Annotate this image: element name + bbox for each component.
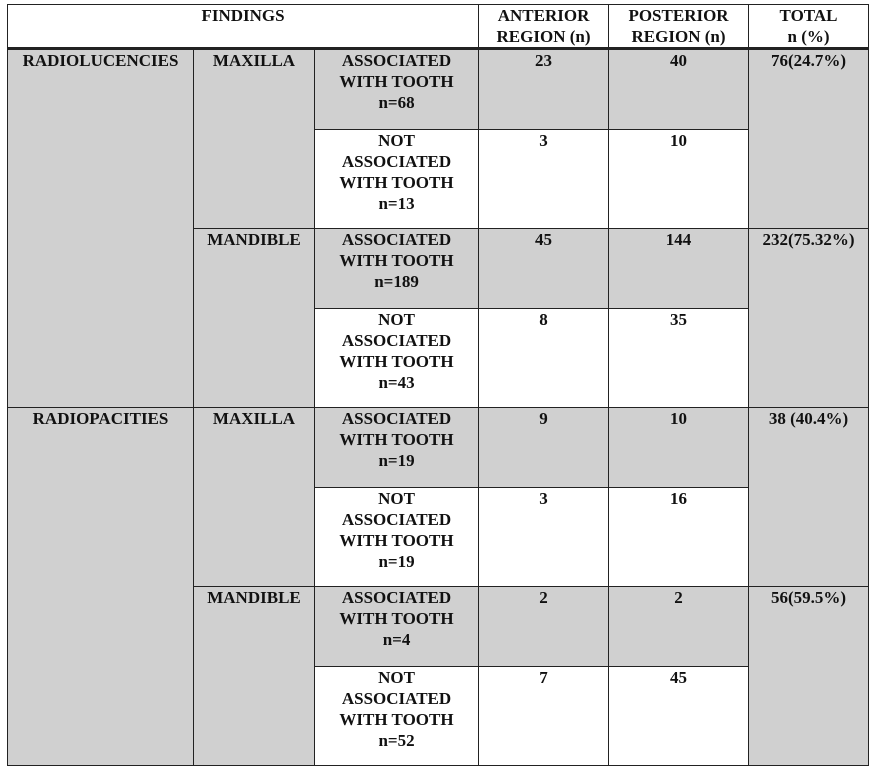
posterior-count-cell: 144: [609, 229, 749, 309]
association-label-line: WITH TOOTH: [339, 609, 454, 628]
association-label-line: ASSOCIATED: [341, 588, 452, 607]
posterior-count-cell: 40: [609, 49, 749, 130]
finding-cell: RADIOPACITIES: [8, 408, 194, 766]
posterior-count-cell: 10: [609, 130, 749, 229]
association-label-line: WITH TOOTH: [339, 352, 454, 371]
association-label-cell: [315, 667, 479, 766]
association-label-line: n=19: [378, 451, 415, 470]
association-label-line: n=52: [378, 731, 415, 750]
header-posterior-line-2: REGION (n): [631, 27, 726, 46]
association-label-line: ASSOCIATED: [341, 152, 452, 171]
association-label-line: WITH TOOTH: [339, 251, 454, 270]
total-cell: 56(59.5%): [749, 587, 869, 766]
header-total-line-1: TOTAL: [779, 6, 838, 25]
association-label-line: NOT: [378, 131, 415, 150]
header-anterior: [479, 5, 609, 49]
association-label-cell: [315, 488, 479, 587]
association-label-line: WITH TOOTH: [339, 430, 454, 449]
association-label-line: WITH TOOTH: [339, 710, 454, 729]
header-total-line-2: n (%): [787, 27, 830, 46]
posterior-count-cell: 16: [609, 488, 749, 587]
anterior-count-cell: 3: [479, 488, 609, 587]
anterior-count-cell: 9: [479, 408, 609, 488]
header-findings: FINDINGS: [8, 5, 479, 49]
header-anterior-line-2: REGION (n): [496, 27, 591, 46]
association-label-line: n=13: [378, 194, 415, 213]
finding-cell: RADIOLUCENCIES: [8, 49, 194, 408]
findings-table: [7, 4, 869, 766]
site-cell: MANDIBLE: [194, 229, 315, 408]
association-label-cell: [315, 130, 479, 229]
association-label-cell: [315, 408, 479, 488]
table-row: [8, 408, 869, 488]
header-total: [749, 5, 869, 49]
association-label-line: ASSOCIATED: [341, 409, 452, 428]
association-label-cell: [315, 229, 479, 309]
association-label-line: ASSOCIATED: [341, 51, 452, 70]
table-row: [8, 49, 869, 130]
table-body: [8, 49, 869, 766]
posterior-count-cell: 45: [609, 667, 749, 766]
posterior-count-cell: 2: [609, 587, 749, 667]
association-label-line: n=189: [374, 272, 419, 291]
association-label-line: WITH TOOTH: [339, 531, 454, 550]
header-row: [8, 5, 869, 49]
association-label-line: NOT: [378, 310, 415, 329]
total-cell: 232(75.32%): [749, 229, 869, 408]
association-label-line: WITH TOOTH: [339, 173, 454, 192]
anterior-count-cell: 23: [479, 49, 609, 130]
posterior-count-cell: 35: [609, 309, 749, 408]
association-label-line: n=68: [378, 93, 415, 112]
association-label-line: ASSOCIATED: [341, 689, 452, 708]
association-label-line: ASSOCIATED: [341, 230, 452, 249]
anterior-count-cell: 3: [479, 130, 609, 229]
site-cell: MANDIBLE: [194, 587, 315, 766]
association-label-cell: [315, 587, 479, 667]
total-cell: 76(24.7%): [749, 49, 869, 229]
association-label-line: n=43: [378, 373, 415, 392]
anterior-count-cell: 2: [479, 587, 609, 667]
site-cell: MAXILLA: [194, 49, 315, 229]
header-posterior: [609, 5, 749, 49]
header-posterior-line-1: POSTERIOR: [628, 6, 729, 25]
anterior-count-cell: 45: [479, 229, 609, 309]
site-cell: MAXILLA: [194, 408, 315, 587]
association-label-line: n=4: [382, 630, 411, 649]
header-anterior-line-1: ANTERIOR: [497, 6, 590, 25]
posterior-count-cell: 10: [609, 408, 749, 488]
association-label-line: WITH TOOTH: [339, 72, 454, 91]
association-label-cell: [315, 309, 479, 408]
association-label-line: NOT: [378, 668, 415, 687]
association-label-line: n=19: [378, 552, 415, 571]
association-label-line: ASSOCIATED: [341, 331, 452, 350]
association-label-cell: [315, 49, 479, 130]
association-label-line: ASSOCIATED: [341, 510, 452, 529]
anterior-count-cell: 7: [479, 667, 609, 766]
anterior-count-cell: 8: [479, 309, 609, 408]
total-cell: 38 (40.4%): [749, 408, 869, 587]
association-label-line: NOT: [378, 489, 415, 508]
